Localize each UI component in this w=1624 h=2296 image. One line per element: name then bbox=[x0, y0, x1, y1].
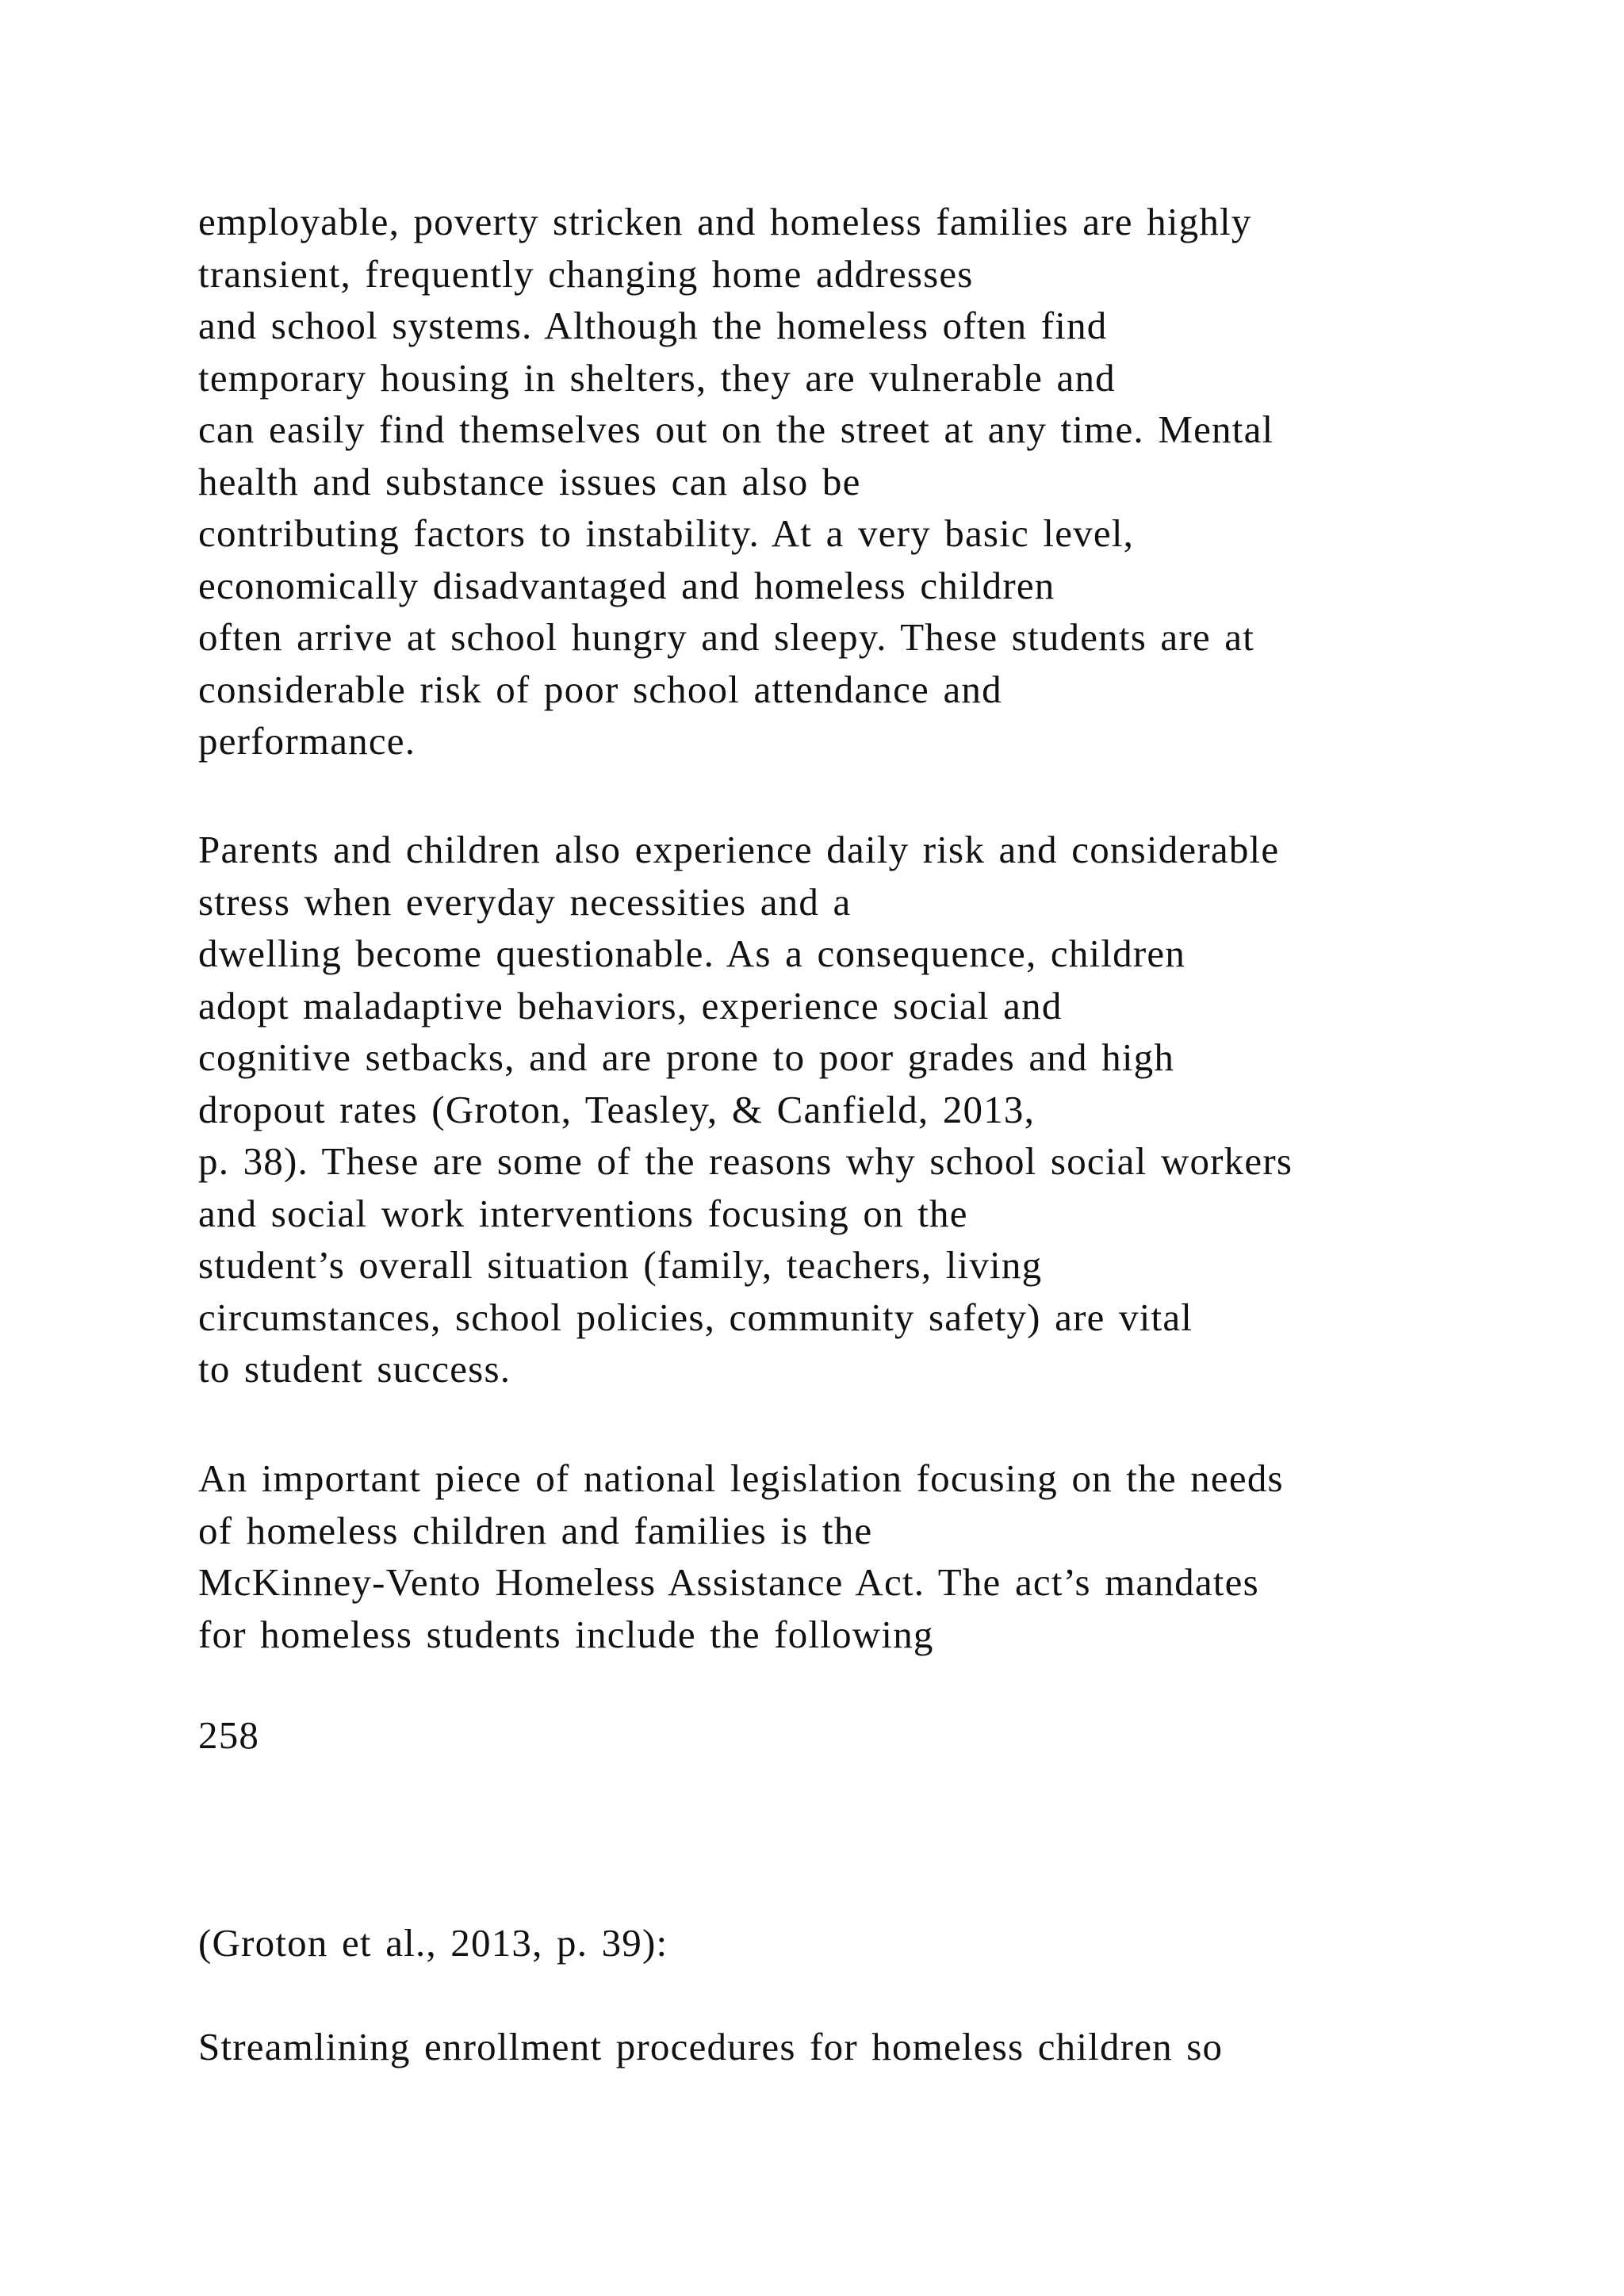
text-line: dropout rates (Groton, Teasley, & Canfield, 2013, bbox=[198, 1087, 1036, 1131]
text-line: often arrive at school hungry and sleepy. These students are at bbox=[198, 615, 1255, 659]
text-line: and school systems. Although the homeless often find bbox=[198, 304, 1108, 347]
paragraph-mckinney-vento bbox=[198, 1452, 1546, 1660]
text-line: student’s overall situation (family, teachers, living bbox=[198, 1243, 1043, 1287]
text-line: can easily find themselves out on the street at any time. Mental bbox=[198, 408, 1274, 451]
page-number bbox=[198, 1709, 1546, 1762]
text-line: employable, poverty stricken and homeless families are highly bbox=[198, 200, 1252, 243]
text-line: Parents and children also experience daily risk and considerable bbox=[198, 828, 1280, 871]
text-line: performance. bbox=[198, 719, 416, 763]
paragraph-citation bbox=[198, 1917, 1546, 1969]
text-line: cognitive setbacks, and are prone to poor grades and high bbox=[198, 1035, 1175, 1079]
text-line: for homeless students include the following bbox=[198, 1612, 934, 1656]
text-line: temporary housing in shelters, they are vulnerable and bbox=[198, 355, 1116, 400]
text-line: p. 38). These are some of the reasons why school social workers bbox=[198, 1139, 1293, 1183]
paragraph-parents-children-stress bbox=[198, 824, 1546, 1395]
text-line: stress when everyday necessities and a bbox=[198, 879, 852, 924]
text-line: health and substance issues can also be bbox=[198, 459, 861, 503]
text-line: economically disadvantaged and homeless children bbox=[198, 563, 1055, 607]
text-line: contributing factors to instability. At a very basic level, bbox=[198, 511, 1135, 555]
text-line: dwelling become questionable. As a consequence, children bbox=[198, 932, 1186, 975]
text-line: McKinney-Vento Homeless Assistance Act. The act’s mandates bbox=[198, 1560, 1259, 1604]
text-line: transient, frequently changing home addresses bbox=[198, 251, 974, 296]
text-line: and social work interventions focusing on the bbox=[198, 1191, 968, 1235]
page-number-text: 258 bbox=[198, 1713, 260, 1757]
text-line: circumstances, school policies, community safety) are vital bbox=[198, 1295, 1193, 1339]
text-line: adopt maladaptive behaviors, experience social and bbox=[198, 983, 1063, 1027]
text-line: (Groton et al., 2013, p. 39): bbox=[198, 1921, 668, 1965]
text-line: to student success. bbox=[198, 1347, 511, 1391]
text-line: An important piece of national legislation focusing on the needs bbox=[198, 1456, 1284, 1500]
paragraph-streamlining bbox=[198, 2021, 1546, 2073]
text-line: Streamlining enrollment procedures for homeless children so bbox=[198, 2025, 1224, 2068]
text-line: considerable risk of poor school attendance and bbox=[198, 667, 1002, 711]
paragraph-poverty-homelessness bbox=[198, 196, 1546, 767]
text-line: of homeless children and families is the bbox=[198, 1508, 873, 1552]
